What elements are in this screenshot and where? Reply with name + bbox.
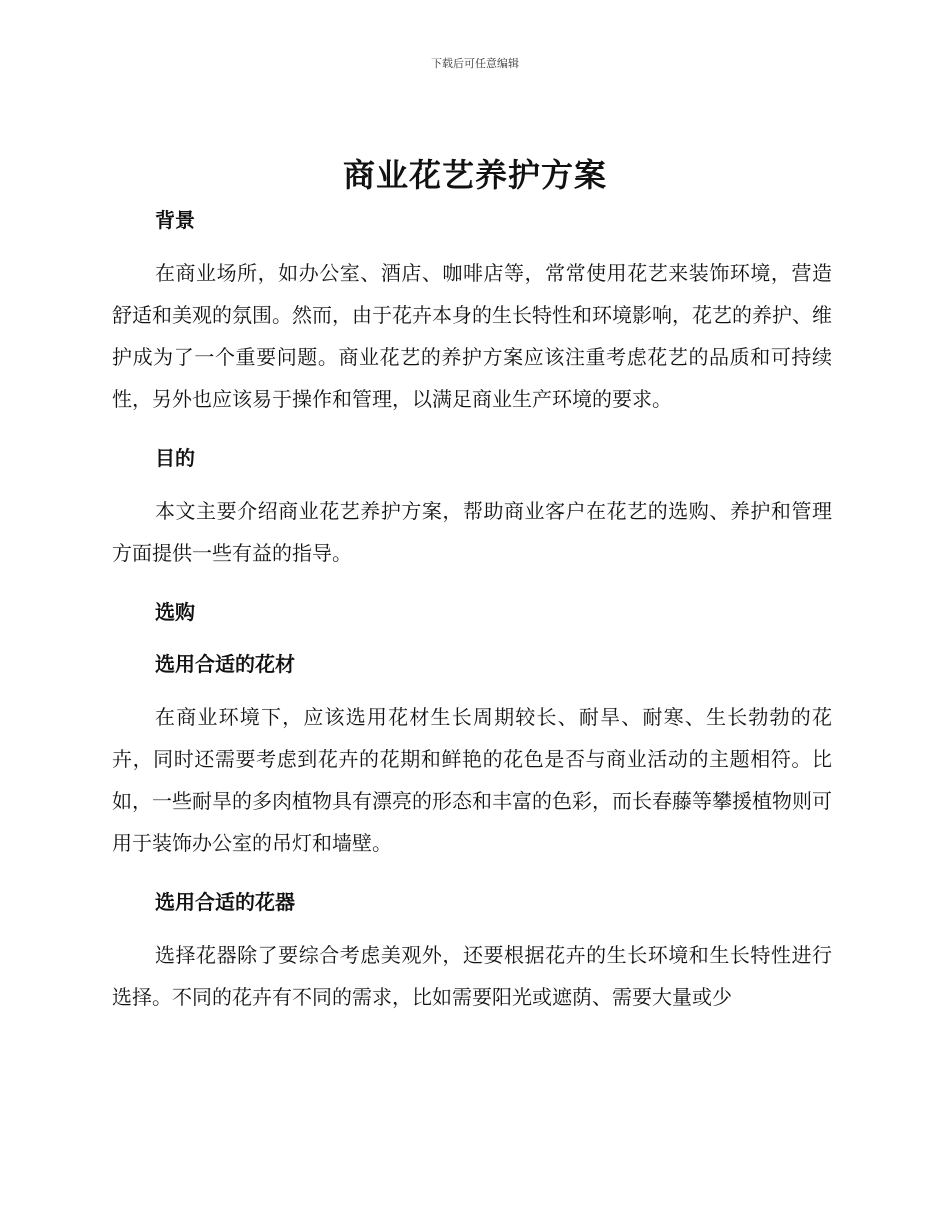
section-heading-flower-vessel: 选用合适的花器: [155, 890, 295, 914]
section-heading-background: 背景: [155, 208, 195, 232]
header-note: 下载后可任意编辑: [431, 57, 519, 70]
document-body: [112, 200, 832, 1018]
section-heading-flower-material: 选用合适的花材: [155, 652, 295, 676]
document-title: 商业花艺养护方案: [342, 156, 607, 194]
paragraph-purpose: 本文主要介绍商业花艺养护方案，帮助商业客户在花艺的选购、养护和管理方面提供一些有益的指导。: [112, 499, 832, 565]
paragraph-background: 在商业场所，如办公室、酒店、咖啡店等，常常使用花艺来装饰环境，营造舒适和美观的氛围。然而，由于花卉本身的生长特性和环境影响，花艺的养护、维护成为了一个重要问题。商业花艺的养护方案应该注重考虑花艺的品质和可持续性，另外也应该易于操作和管理，以满足商业生产环境的要求。: [112, 261, 832, 411]
section-heading-purpose: 目的: [155, 446, 195, 470]
paragraph-flower-vessel: 选择花器除了要综合考虑美观外，还要根据花卉的生长环境和生长特性进行选择。不同的花卉有不同的需求，比如需要阳光或遮荫、需要大量或少: [112, 943, 832, 1009]
paragraph-flower-material: 在商业环境下，应该选用花材生长周期较长、耐旱、耐寒、生长勃勃的花卉，同时还需要考虑到花卉的花期和鲜艳的花色是否与商业活动的主题相符。比如，一些耐旱的多肉植物具有漂亮的形态和丰富的色彩，而长春藤等攀援植物则可用于装饰办公室的吊灯和墙壁。: [112, 705, 832, 855]
section-heading-purchase: 选购: [155, 600, 195, 624]
